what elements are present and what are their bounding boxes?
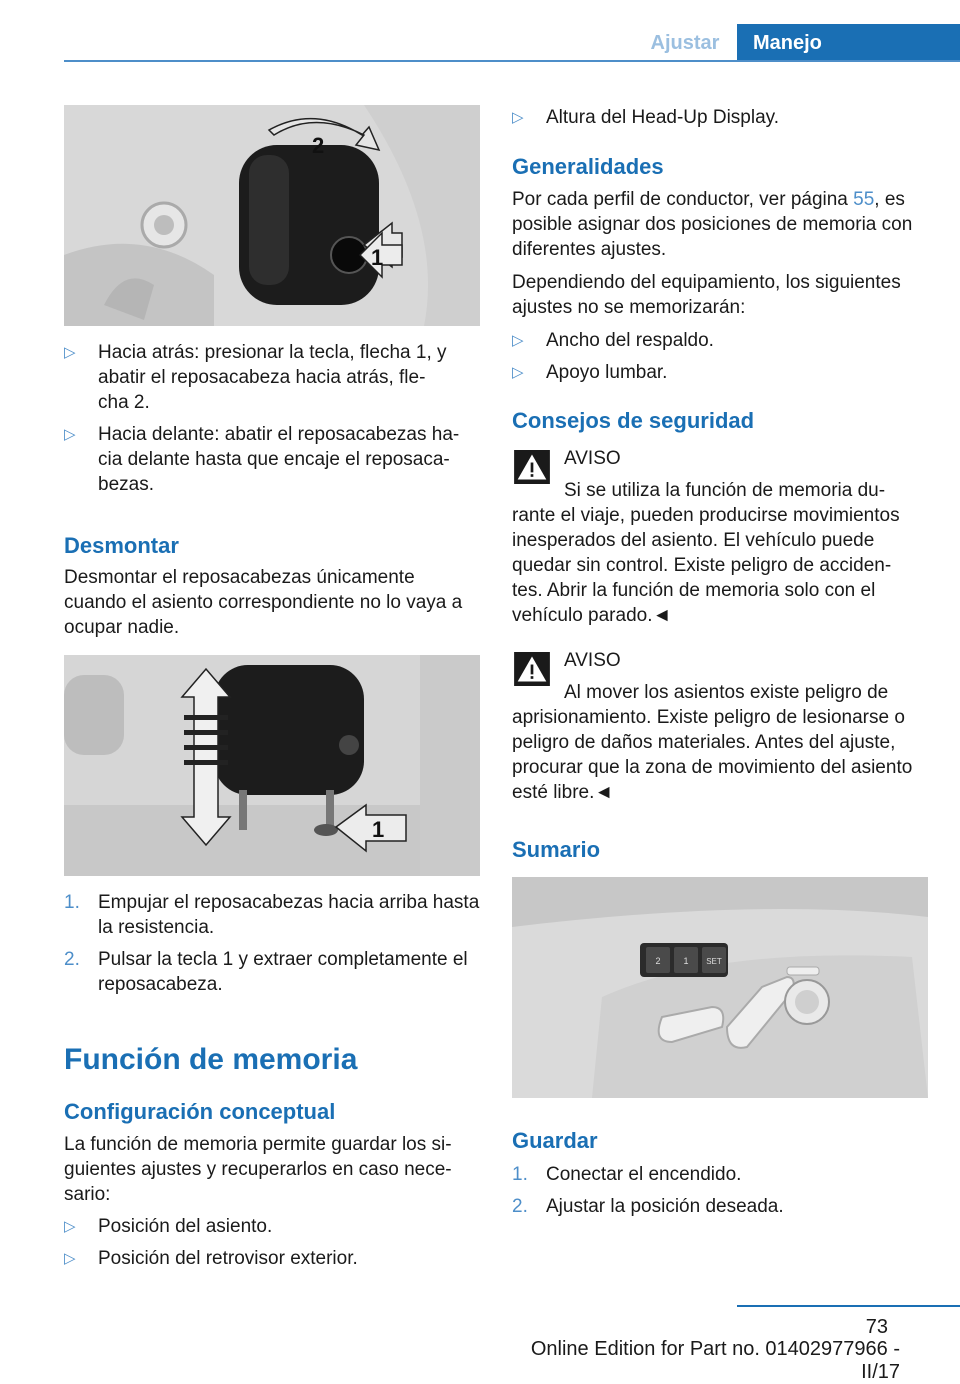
edition-note: Online Edition for Part no. 01402977966 - II/17 — [530, 1338, 900, 1383]
config-text: La función de memoria permite guardar los si- guientes ajustes y recuperarlos en caso nece- sario: — [64, 1134, 452, 1205]
list-item: 1. Empujar el reposacabezas hacia arriba hasta la resistencia. — [64, 892, 480, 938]
list-item: ▷ Hacia delante: abatir el reposacabezas ha- cia delante hasta que encaje el reposaca- bezas. — [64, 424, 460, 495]
page-number: 73 — [865, 1316, 888, 1338]
section-title-generalidades: Generalidades — [512, 154, 664, 179]
triangle-bullet-icon: ▷ — [512, 364, 524, 381]
generalidades-text-2: Dependiendo del equipamiento, los siguientes ajustes no se memorizarán: — [512, 272, 901, 318]
list-item: 1. Conectar el encendido. — [512, 1164, 742, 1185]
warning-label: AVISO — [564, 650, 621, 671]
section-title-memoria: Función de memoria — [64, 1043, 358, 1076]
section-title-guardar: Guardar — [512, 1128, 598, 1153]
section-title-desmontar: Desmontar — [64, 533, 179, 558]
footer-rule — [737, 1305, 960, 1307]
memory-button-1: 1 — [683, 956, 689, 966]
tab-ajustar[interactable]: Ajustar — [650, 31, 720, 54]
triangle-bullet-icon: ▷ — [64, 1250, 76, 1267]
triangle-bullet-icon: ▷ — [64, 1218, 76, 1235]
header-rule — [64, 60, 960, 62]
triangle-bullet-icon: ▷ — [512, 109, 524, 126]
section-title-sumario: Sumario — [512, 837, 601, 862]
list-item: ▷ Posición del retrovisor exterior. — [64, 1248, 358, 1269]
generalidades-text: Por cada perfil de conductor, ver página 55, es posible asignar dos posiciones de memoria con diferentes ajustes. — [512, 189, 913, 260]
desmontar-text: Desmontar el reposacabezas únicamente cuando el asiento correspondiente no lo vaya a ocupar nadie. — [64, 567, 463, 638]
list-item: ▷ Apoyo lumbar. — [512, 362, 668, 383]
triangle-bullet-icon: ▷ — [64, 344, 76, 361]
fig1-label-2: 2 — [312, 133, 325, 158]
list-item: ▷ Hacia atrás: presionar la tecla, flecha 1, y abatir el reposacabeza hacia atrás, fle- cha 2. — [64, 342, 447, 413]
fig1-label-1: 1 — [371, 245, 384, 270]
page-link-55[interactable]: 55 — [853, 189, 875, 210]
triangle-bullet-icon: ▷ — [512, 332, 524, 349]
list-item: ▷ Altura del Head-Up Display. — [512, 107, 780, 128]
warning-text: Al mover los asientos existe peligro de aprisionamiento. Existe peligro de lesionarse o peligro de daños materiales. Antes del ajuste, procurar que la zona de movimiento del asiento esté libre.◄ — [512, 682, 913, 803]
list-item: 2. Ajustar la posición deseada. — [512, 1196, 784, 1217]
warning-text: Si se utiliza la función de memoria du- rante el viaje, pueden producirse movimientos inesperados del asiento. El vehículo puede quedar sin control. Existe peligro de acciden- tes. Abrir la función de memoria solo con el vehículo parado.◄ — [512, 480, 900, 626]
list-item: ▷ Posición del asiento. — [64, 1216, 273, 1237]
figure-seat-controls — [512, 877, 928, 1098]
warning-label: AVISO — [564, 448, 621, 469]
list-item: ▷ Ancho del respaldo. — [512, 330, 714, 351]
memory-button-set: SET — [706, 957, 722, 966]
figure-headrest-removal — [64, 655, 480, 876]
section-title-consejos: Consejos de seguridad — [512, 408, 755, 433]
figure-headrest-tilt — [64, 105, 480, 326]
list-item: 2. Pulsar la tecla 1 y extraer completamente el reposacabeza. — [64, 949, 468, 995]
triangle-bullet-icon: ▷ — [64, 426, 76, 443]
section-title-configuracion: Configuración conceptual — [64, 1099, 336, 1124]
fig2-label-1: 1 — [372, 817, 385, 842]
memory-button-2: 2 — [655, 956, 661, 966]
tab-manejo[interactable]: Manejo — [737, 24, 960, 62]
